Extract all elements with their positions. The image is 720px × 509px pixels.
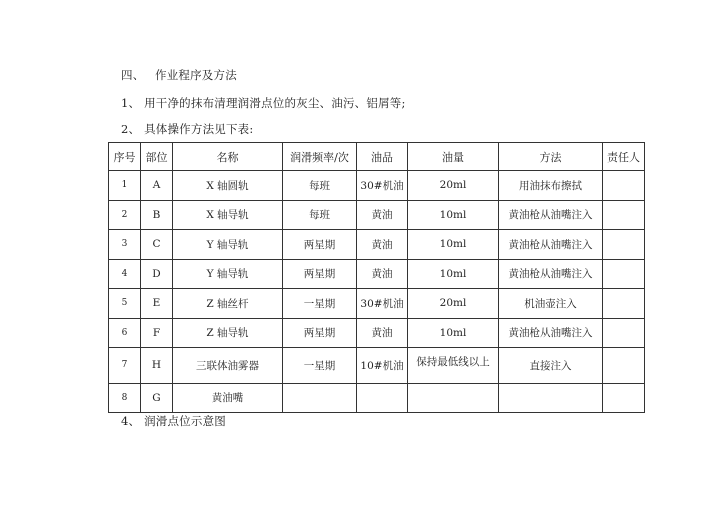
cell-frequency: 每班 <box>283 200 357 230</box>
cell-oil-amount <box>408 383 499 413</box>
cell-index: 4 <box>109 259 141 289</box>
table-row <box>109 289 645 319</box>
cell-responsible <box>603 259 645 289</box>
cell-oil-amount: 10ml <box>408 259 499 289</box>
cell-position: D <box>141 259 173 289</box>
cell-position: E <box>141 289 173 319</box>
cell-frequency: 每班 <box>283 171 357 201</box>
cell-index: 8 <box>109 383 141 413</box>
cell-oil-amount: 保持最低线以上 <box>408 348 499 384</box>
cell-responsible <box>603 348 645 384</box>
header-position: 部位 <box>141 143 173 171</box>
cell-oil-amount: 10ml <box>408 318 499 348</box>
section-number: 四、 <box>121 68 145 82</box>
table-row <box>109 230 645 260</box>
header-name: 名称 <box>173 143 283 171</box>
table-row <box>109 383 645 413</box>
cell-position: C <box>141 230 173 260</box>
cell-index: 3 <box>109 230 141 260</box>
cell-frequency <box>283 383 357 413</box>
cell-frequency: 两星期 <box>283 259 357 289</box>
cell-method: 直接注入 <box>499 348 603 384</box>
cell-responsible <box>603 230 645 260</box>
cell-oil-type: 10#机油 <box>357 348 408 384</box>
table-row <box>109 348 645 384</box>
cell-oil-amount: 10ml <box>408 230 499 260</box>
cell-position: G <box>141 383 173 413</box>
cell-responsible <box>603 318 645 348</box>
cell-oil-amount: 20ml <box>408 289 499 319</box>
table-header-row <box>109 143 645 171</box>
table-row <box>109 200 645 230</box>
cell-method: 黄油枪从油嘴注入 <box>499 259 603 289</box>
lubrication-table <box>108 142 645 413</box>
table-row <box>109 318 645 348</box>
cell-name: Y 轴导轨 <box>173 259 283 289</box>
cell-method: 用油抹布擦拭 <box>499 171 603 201</box>
cell-position: B <box>141 200 173 230</box>
cell-oil-type: 黄油 <box>357 200 408 230</box>
cell-frequency: 一星期 <box>283 289 357 319</box>
cell-position: H <box>141 348 173 384</box>
cell-oil-type: 黄油 <box>357 259 408 289</box>
cell-name: 三联体油雾器 <box>173 348 283 384</box>
cell-name: Z 轴丝杆 <box>173 289 283 319</box>
cell-name: X 轴导轨 <box>173 200 283 230</box>
cell-method: 黄油枪从油嘴注入 <box>499 200 603 230</box>
cell-responsible <box>603 289 645 319</box>
header-method: 方法 <box>499 143 603 171</box>
cell-responsible <box>603 171 645 201</box>
cell-index: 7 <box>109 348 141 384</box>
section-title: 作业程序及方法 <box>155 68 237 82</box>
table-row <box>109 259 645 289</box>
cell-oil-amount: 20ml <box>408 171 499 201</box>
cell-name: Y 轴导轨 <box>173 230 283 260</box>
cell-name: 黄油嘴 <box>173 383 283 413</box>
cell-index: 1 <box>109 171 141 201</box>
cell-oil-type: 30#机油 <box>357 171 408 201</box>
header-index: 序号 <box>109 143 141 171</box>
table-row <box>109 171 645 201</box>
cell-oil-type <box>357 383 408 413</box>
cell-position: A <box>141 171 173 201</box>
header-responsible: 责任人 <box>603 143 645 171</box>
header-oil-amount: 油量 <box>408 143 499 171</box>
cell-method <box>499 383 603 413</box>
cell-frequency: 两星期 <box>283 230 357 260</box>
cell-oil-type: 黄油 <box>357 230 408 260</box>
cell-index: 2 <box>109 200 141 230</box>
cell-name: X 轴圆轨 <box>173 171 283 201</box>
header-frequency: 润滑频率/次 <box>283 143 357 171</box>
cell-responsible <box>603 200 645 230</box>
section-heading <box>121 67 237 83</box>
step-1-text: 1、 用干净的抹布清理润滑点位的灰尘、油污、铝屑等; <box>121 96 406 110</box>
cell-method: 黄油枪从油嘴注入 <box>499 318 603 348</box>
cell-index: 6 <box>109 318 141 348</box>
cell-position: F <box>141 318 173 348</box>
cell-oil-type: 黄油 <box>357 318 408 348</box>
cell-responsible <box>603 383 645 413</box>
cell-name: Z 轴导轨 <box>173 318 283 348</box>
cell-frequency: 一星期 <box>283 348 357 384</box>
cell-index: 5 <box>109 289 141 319</box>
cell-method: 机油壶注入 <box>499 289 603 319</box>
step-4-text: 4、 润滑点位示意图 <box>121 414 226 428</box>
cell-frequency: 两星期 <box>283 318 357 348</box>
header-oil-type: 油品 <box>357 143 408 171</box>
step-2-text: 2、 具体操作方法见下表: <box>121 122 254 136</box>
cell-oil-type: 30#机油 <box>357 289 408 319</box>
cell-method: 黄油枪从油嘴注入 <box>499 230 603 260</box>
cell-oil-amount: 10ml <box>408 200 499 230</box>
